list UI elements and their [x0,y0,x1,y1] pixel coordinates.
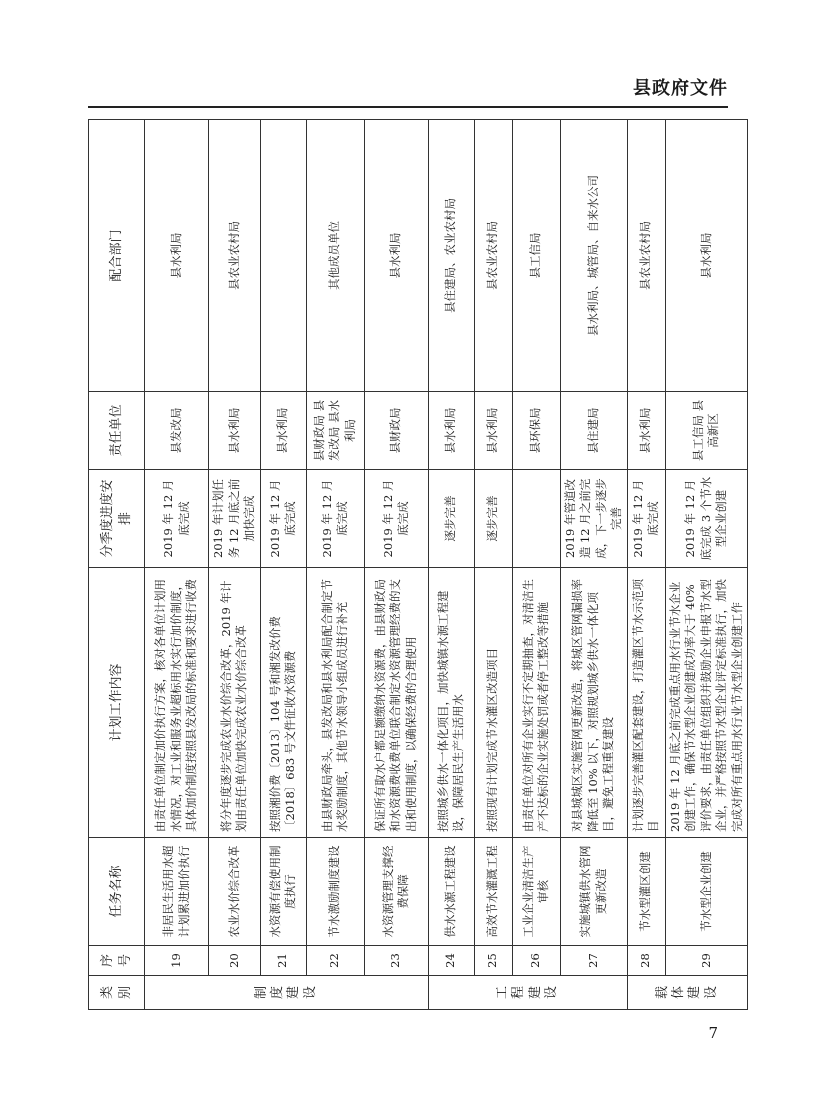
schedule-cell: 2019 年 12 月底完成 [364,470,428,568]
partner-cell: 县工信局 [512,120,560,392]
seq-cell: 29 [665,946,748,976]
content-cell: 2019 年 12 月底之前完成重点用水行业节水企业创建工作，确保节水型企业创建成功率大于 40% 评价要求，由责任单位组织并鼓励企业申报节水型企业，并严格按照节水型企业评定标准执行，加快完成对所有重点用水行业节水型企业创建工作 [665,568,748,838]
partner-cell: 县水利局 [364,120,428,392]
partner-cell [260,120,306,392]
owner-cell: 县水利局 [209,392,261,470]
col-header-partner: 配合部门 [89,120,145,392]
content-cell: 按照现有计划完成节水灌区改造项目 [474,568,512,838]
owner-cell: 县工信局 县高新区 [665,392,748,470]
content-cell: 按照城乡供水一体化项目，加快城镇水源工程建设，保障居民生产生活用水 [428,568,474,838]
task-cell: 水资源管理支撑经费保障 [364,838,428,946]
table-row [209,120,261,1010]
partner-cell: 县农业农村局 [209,120,261,392]
table-row [665,120,748,1010]
header-divider [88,106,728,108]
table-row [364,120,428,1010]
schedule-cell: 2019 年管道改造 12 月之前完成，下一步逐步完善 [560,470,627,568]
task-cell: 节水激励制度建设 [306,838,364,946]
schedule-cell: 2019 年 12 月底完成 [306,470,364,568]
owner-cell: 县环保局 [512,392,560,470]
work-plan-table [88,119,748,1010]
table-row [428,120,474,1010]
category-cell-engineering: 工程建设 [428,976,627,1010]
table-row [145,120,209,1010]
schedule-cell: 逐步完善 [474,470,512,568]
page-number: 7 [708,1024,718,1042]
category-cell-institution: 制度建设 [145,976,429,1010]
schedule-cell: 2019 年计划任务 12 月底之前加快完成 [209,470,261,568]
seq-cell: 24 [428,946,474,976]
owner-cell: 县水利局 [260,392,306,470]
owner-cell: 县水利局 [428,392,474,470]
task-cell: 实施城镇供水管网更新改造 [560,838,627,946]
content-cell: 由责任单位制定加价执行方案，核对各单位计划用水情况，对工业和服务业超标用水实行加价制度，具体加价制度按照县发改局的标准和要求进行收费 [145,568,209,838]
task-cell: 水资源有偿使用制度执行 [260,838,306,946]
owner-cell: 县财政局 [364,392,428,470]
seq-cell: 22 [306,946,364,976]
task-cell: 节水型灌区创建 [627,838,665,946]
partner-cell: 县住建局、农业农村局 [428,120,474,392]
partner-cell: 县水利局 [145,120,209,392]
table-row [627,120,665,1010]
partner-cell: 县水利局、城管局、自来水公司 [560,120,627,392]
owner-cell: 县水利局 [627,392,665,470]
col-header-owner: 责任单位 [89,392,145,470]
seq-cell: 27 [560,946,627,976]
seq-cell: 23 [364,946,428,976]
content-cell: 保证所有取水户都足额缴纳水资源费，由县财政局和水资源费收费单位联合制定水资源管理经费的支出和使用制度，以确保经费的合理使用 [364,568,428,838]
task-cell: 供水水源工程建设 [428,838,474,946]
seq-cell: 26 [512,946,560,976]
seq-cell: 28 [627,946,665,976]
col-header-schedule: 分季度进度安排 [89,470,145,568]
col-header-content: 计划工作内容 [89,568,145,838]
partner-cell: 县水利局 [665,120,748,392]
task-cell: 工业企业清洁生产审核 [512,838,560,946]
table-row [474,120,512,1010]
partner-cell: 其他成员单位 [306,120,364,392]
owner-cell: 县财政局 县发改局 县水利局 [306,392,364,470]
owner-cell: 县水利局 [474,392,512,470]
table-row [560,120,627,1010]
owner-cell: 县住建局 [560,392,627,470]
col-header-category: 类别 [89,976,145,1010]
seq-cell: 19 [145,946,209,976]
schedule-cell [512,470,560,568]
content-cell: 将分年度逐步完成农业水价综合改革，2019 年计划由责任单位加快完成农业水价综合改革 [209,568,261,838]
col-header-task: 任务名称 [89,838,145,946]
schedule-cell: 2019 年 12 月底完成 [260,470,306,568]
seq-cell: 20 [209,946,261,976]
col-header-seq: 序号 [89,946,145,976]
schedule-cell: 2019 年 12 月底完成 [627,470,665,568]
task-cell: 农业水价综合改革 [209,838,261,946]
schedule-cell: 2019 年 12 月底完成 [145,470,209,568]
task-cell: 非居民生活用水超计划累进加价执行 [145,838,209,946]
category-cell-carrier: 载体建设 [627,976,748,1010]
partner-cell: 县农业农村局 [474,120,512,392]
seq-cell: 21 [260,946,306,976]
schedule-cell: 逐步完善 [428,470,474,568]
partner-cell: 县农业农村局 [627,120,665,392]
schedule-cell: 2019 年 12 月底完成 3 个节水型企业创建 [665,470,748,568]
table-row [512,120,560,1010]
rotated-table-wrapper [88,120,744,1010]
owner-cell: 县发改局 [145,392,209,470]
table-header-row [89,120,145,1010]
content-cell: 由县财政局牵头，县发改局和县水利局配合制定节水奖励制度，其他节水领导小组成员进行补充 [306,568,364,838]
seq-cell: 25 [474,946,512,976]
document-header-title: 县政府文件 [633,78,728,99]
task-cell: 高效节水灌溉工程 [474,838,512,946]
content-cell: 由责任单位对所有企业实行不定期抽查，对清洁生产不达标的企业实施处罚或者停工整改等措施 [512,568,560,838]
content-cell: 对县城城区实施管网更新改造，将城区管网漏损率降低至 10% 以下，对照规划城乡供水一体化项目，避免工程重复建设 [560,568,627,838]
table-frame [88,120,744,1010]
content-cell: 按照湘价费〔2013〕104 号和湘发改价费〔2018〕683 号文件征收水资源费 [260,568,306,838]
table-row [306,120,364,1010]
table-row [260,120,306,1010]
content-cell: 计划逐步完善灌区配套建设，打造灌区节水示范项目 [627,568,665,838]
task-cell: 节水型企业创建 [665,838,748,946]
